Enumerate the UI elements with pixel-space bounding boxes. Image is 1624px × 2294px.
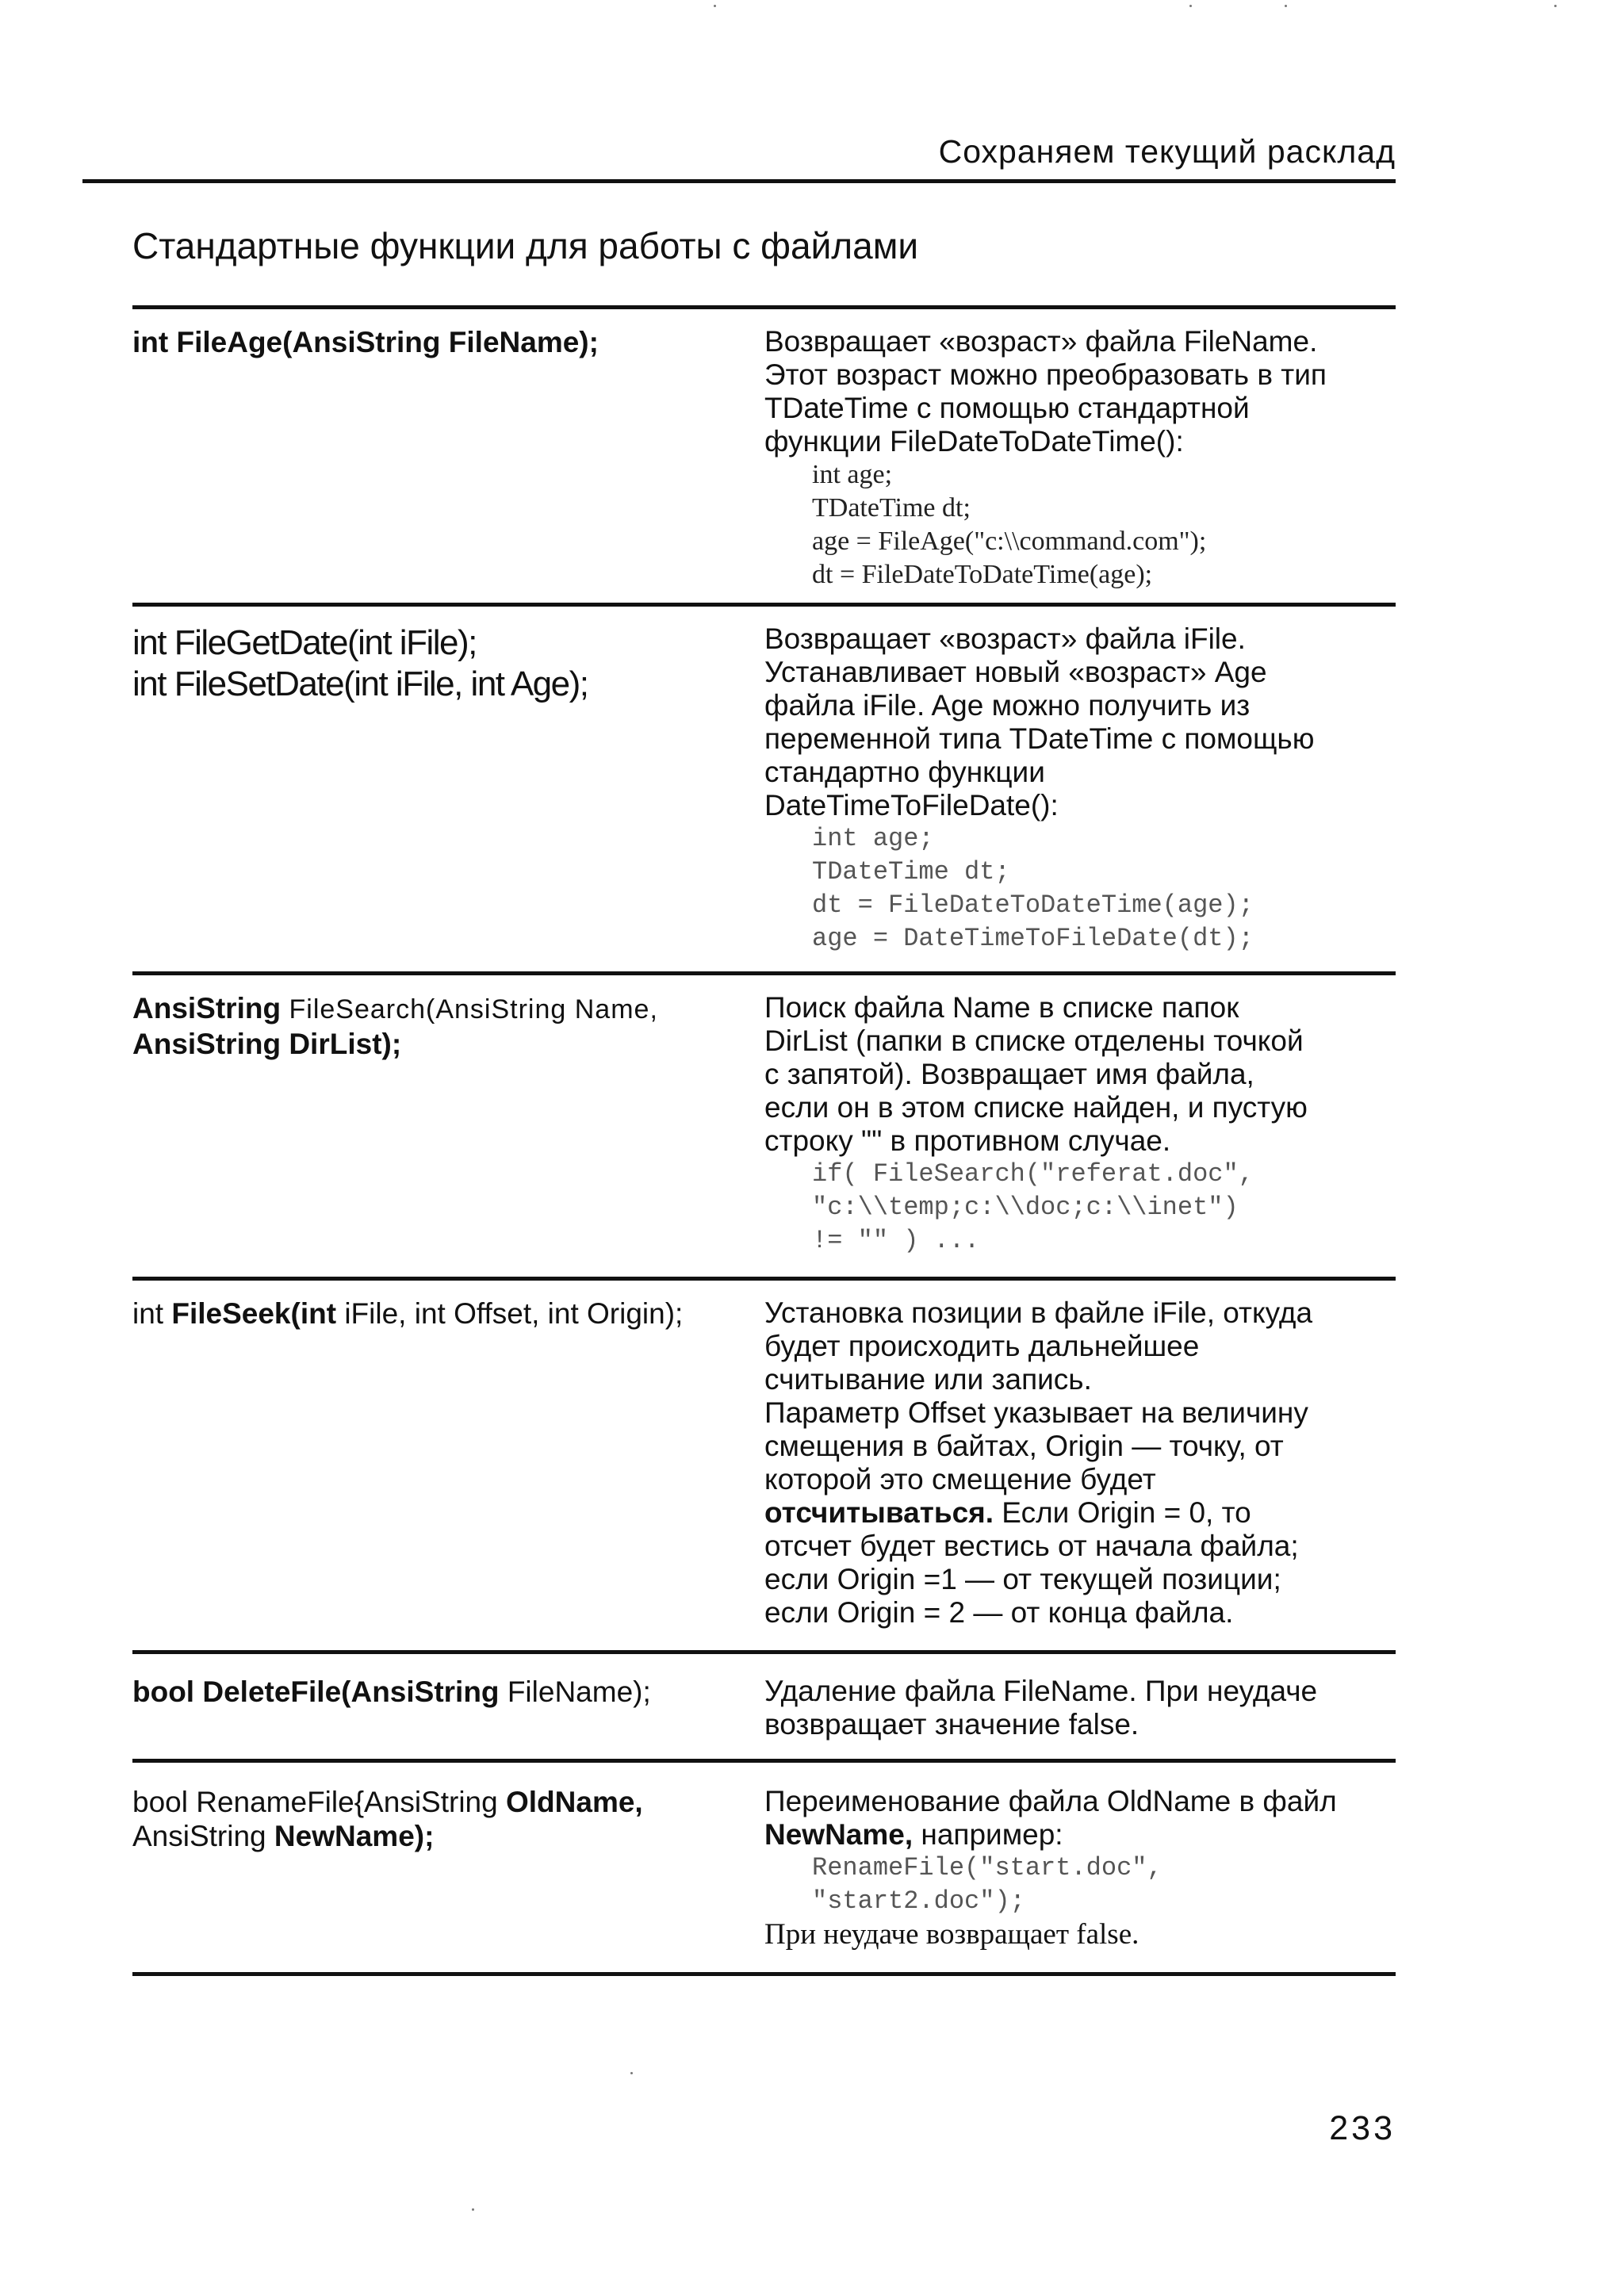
code-line: if( FileSearch("referat.doc", xyxy=(812,1159,1254,1189)
code-line: dt = FileDateToDateTime(age); xyxy=(812,560,1153,589)
page-number: 233 xyxy=(1329,2109,1396,2147)
function-description xyxy=(764,1281,1396,1630)
description-line: Установка позиции в файле iFile, откуда xyxy=(764,1296,1313,1329)
signature-text: NewName); xyxy=(274,1820,435,1852)
signature-text: int FileAge(AnsiString FileName); xyxy=(132,326,599,358)
description-line: Возвращает «возраст» файла iFile. xyxy=(764,622,1246,655)
code-line: age = FileAge("c:\\command.com"); xyxy=(812,527,1207,556)
code-line: RenameFile("start.doc", xyxy=(812,1853,1162,1882)
description-line: TDateTime с помощью стандартной xyxy=(764,392,1250,424)
description-line: Возвращает «возраст» файла FileName. xyxy=(764,325,1318,358)
bold-word: NewName, xyxy=(764,1818,914,1851)
code-line: age = DateTimeToFileDate(dt); xyxy=(812,924,1254,953)
table-row xyxy=(132,309,1396,607)
function-signature xyxy=(132,1785,751,1853)
scan-speck xyxy=(1554,5,1557,7)
description-line: Этот возраст можно преобразовать в тип xyxy=(764,358,1327,391)
description-line: с запятой). Возвращает имя файла, xyxy=(764,1058,1254,1090)
signature-text: AnsiString DirList); xyxy=(132,1028,402,1060)
description-line: DateTimeToFileDate(): xyxy=(764,789,1059,821)
signature-text: int xyxy=(132,1297,172,1330)
description-line: переменной типа TDateTime с помощью xyxy=(764,722,1315,755)
description-line: если Origin = 2 — от конца файла. xyxy=(764,1596,1234,1629)
scan-speck xyxy=(472,2208,474,2211)
scan-speck xyxy=(630,2072,633,2074)
description-text: Если Origin = 0, то xyxy=(994,1496,1251,1529)
description-line xyxy=(764,1496,1396,1530)
description-line: файла iFile. Age можно получить из xyxy=(764,689,1251,722)
table-row xyxy=(132,1281,1396,1654)
description-line xyxy=(764,1818,1396,1852)
signature-text: iFile, int Offset, int Origin); xyxy=(336,1297,684,1330)
description-line: При неудаче возвращает false. xyxy=(764,1918,1139,1951)
description-line: стандартно функции xyxy=(764,756,1045,788)
description-line: отсчет будет вестись от начала файла; xyxy=(764,1530,1299,1562)
function-signature xyxy=(132,622,751,705)
description-line: Удаление файла FileName. При неудаче xyxy=(764,1675,1318,1707)
running-head: Сохраняем текущий расклад xyxy=(938,133,1396,170)
signature-type: AnsiString xyxy=(132,992,282,1024)
function-description xyxy=(764,1763,1396,1951)
description-line: DirList (папки в списке отделены точкой xyxy=(764,1024,1304,1057)
function-signature xyxy=(132,1675,751,1709)
description-line: Параметр Offset указывает на величину xyxy=(764,1396,1308,1429)
signature-text: int FileGetDate(int iFile); xyxy=(132,623,477,662)
description-text: например: xyxy=(913,1818,1063,1851)
description-line: функции FileDateToDateTime(): xyxy=(764,425,1184,458)
description-line: которой это смещение будет xyxy=(764,1463,1156,1496)
function-signature xyxy=(132,1296,767,1331)
signature-text: FileSeek(int xyxy=(171,1297,337,1330)
bold-word: отсчитываться. xyxy=(764,1496,994,1529)
function-description xyxy=(764,607,1396,956)
description-line: строку "" в противном случае. xyxy=(764,1124,1171,1157)
scan-speck xyxy=(714,5,716,7)
code-line: int age; xyxy=(812,824,934,853)
code-line: TDateTime dt; xyxy=(812,493,971,523)
description-line: если Origin =1 — от текущей позиции; xyxy=(764,1563,1281,1595)
signature-text: AnsiString xyxy=(132,1820,274,1852)
signature-text: bool DeleteFile(AnsiString xyxy=(132,1676,500,1708)
code-line: "start2.doc"); xyxy=(812,1886,1025,1916)
function-description xyxy=(764,309,1396,592)
code-line: dt = FileDateToDateTime(age); xyxy=(812,890,1254,920)
function-description xyxy=(764,1654,1396,1741)
description-line: Переименование файла OldName в файл xyxy=(764,1785,1337,1817)
code-line: int age; xyxy=(812,460,893,489)
functions-table xyxy=(132,305,1396,1976)
table-row xyxy=(132,607,1396,975)
function-signature xyxy=(132,991,751,1061)
description-line: возвращает значение false. xyxy=(764,1708,1139,1741)
description-line: будет происходить дальнейшее xyxy=(764,1330,1200,1362)
description-line: считывание или запись. xyxy=(764,1363,1092,1396)
code-line: TDateTime dt; xyxy=(812,857,1010,887)
description-line: смещения в байтах, Origin — точку, от xyxy=(764,1430,1284,1462)
description-line: Устанавливает новый «возраст» Age xyxy=(764,656,1267,688)
scan-speck xyxy=(1285,5,1287,7)
table-row xyxy=(132,1654,1396,1763)
description-line: если он в этом списке найден, и пустую xyxy=(764,1091,1308,1124)
description-line: Поиск файла Name в списке папок xyxy=(764,991,1239,1024)
header-rule xyxy=(82,179,1396,183)
table-rule xyxy=(132,1972,1396,1976)
signature-text: OldName, xyxy=(505,1786,643,1818)
function-description xyxy=(764,975,1396,1258)
signature-text: bool RenameFile{AnsiString xyxy=(132,1786,506,1818)
section-title: Стандартные функции для работы с файлами xyxy=(132,225,919,266)
table-row xyxy=(132,1763,1396,1976)
signature-text: FileName); xyxy=(499,1676,651,1708)
code-line: "c:\\temp;c:\\doc;c:\\inet") xyxy=(812,1193,1239,1222)
signature-text: int FileSetDate(int iFile, int Age); xyxy=(132,664,588,703)
function-signature xyxy=(132,325,751,359)
signature-text: FileSearch(AnsiString Name, xyxy=(281,994,658,1024)
table-row xyxy=(132,975,1396,1281)
scan-speck xyxy=(1189,5,1192,7)
code-line: != "" ) ... xyxy=(812,1226,980,1255)
